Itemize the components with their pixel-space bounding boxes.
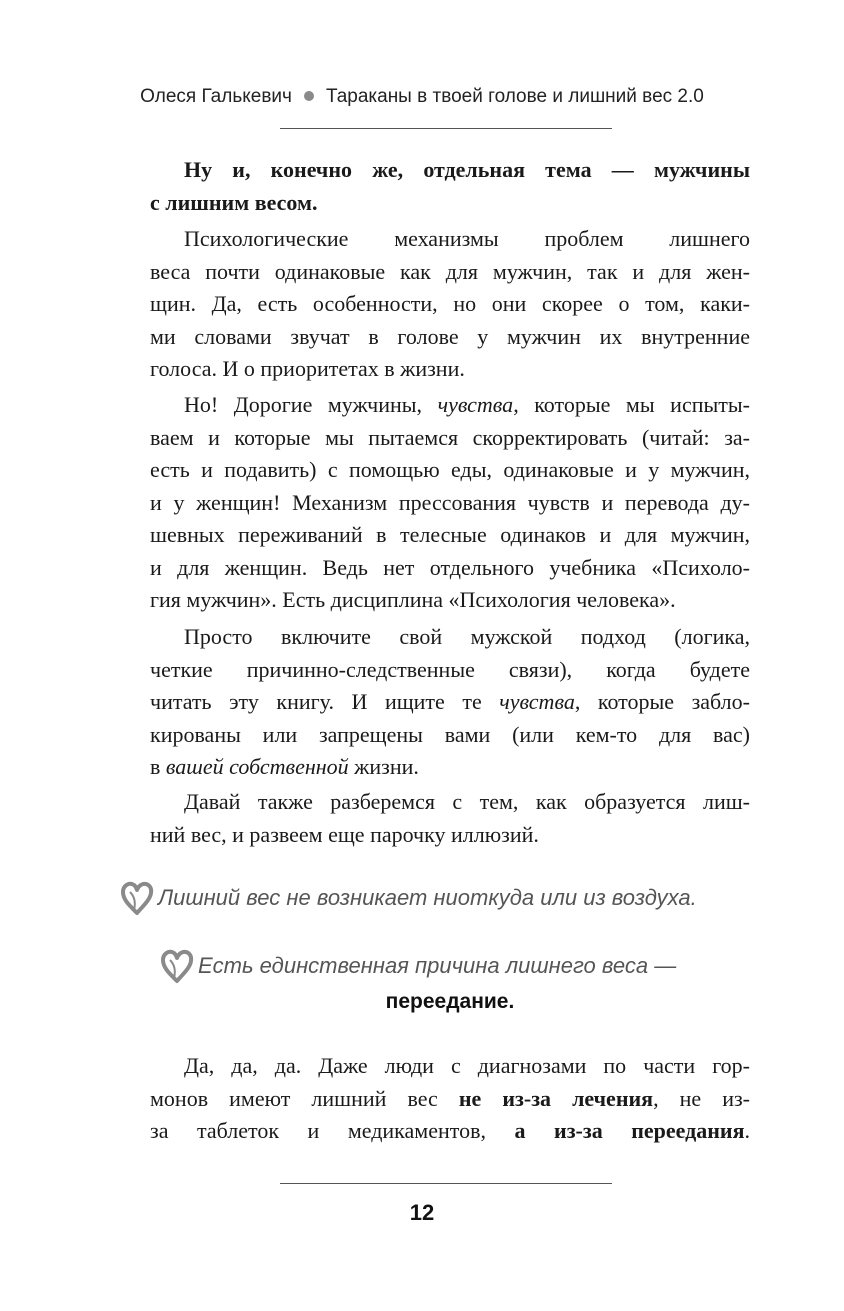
bold-phrase: а из-за переедания: [514, 1118, 745, 1143]
heart-icon: [160, 948, 194, 984]
pull-quote-emphasis: переедание.: [385, 990, 515, 1013]
text-line: за таблеток и медикаментов, а из-за переедания.: [150, 1118, 751, 1143]
text-line: и у женщин! Механизм прессования чувств и перевода ду-: [150, 489, 750, 515]
text-line: кированы или запрещены вами (или кем-то для вас): [150, 721, 750, 747]
emphasis: чувства: [499, 689, 575, 714]
text-line: Давай также разберемся с тем, как образуется лиш-: [184, 789, 750, 814]
text-line: есть и подавить) с помощью еды, одинаковые и у мужчин,: [150, 457, 750, 482]
text-line: Психологические механизмы проблем лишнего: [184, 226, 750, 251]
pull-quote: Лишний вес не возникает ниоткуда или из воздуха.: [158, 885, 697, 910]
text-line: в вашей собственной жизни.: [150, 754, 419, 779]
header-author: Олеся Галькевич: [140, 86, 292, 107]
emphasis: вашей собственной: [165, 754, 349, 779]
paragraph-illusions: [150, 786, 750, 851]
page-number: 12: [409, 1200, 435, 1225]
emphasis: чувства: [437, 392, 514, 417]
text-line: Да, да, да. Даже люди с диагнозами по части гор-: [184, 1053, 750, 1078]
paragraph-feelings: [150, 389, 750, 617]
bold-phrase: не из-за лечения: [458, 1085, 654, 1111]
text-line: шевных переживаний в телесные одинаков и для мужчин,: [150, 522, 750, 547]
text-line: и для женщин. Ведь нет отдельного учебника «Психоло-: [150, 554, 750, 580]
text-line: ми словами звучат в голове у мужчин их внутренние: [150, 323, 750, 349]
paragraph-men-topic: [150, 154, 750, 219]
paragraph-approach: [150, 621, 750, 784]
paragraph-overeating: [150, 1050, 750, 1148]
pull-quote: Есть единственная причина лишнего веса —: [198, 953, 677, 978]
text-line: Просто включите свой мужской подход (логика,: [184, 624, 750, 649]
text-line: Ну и, конечно же, отдельная тема — мужчины: [184, 157, 750, 182]
header-book-title: Тараканы в твоей голове и лишний вес 2.0: [325, 86, 704, 107]
paragraph-mechanisms: [150, 223, 750, 386]
text-line: четкие причинно-следственные связи), когда будете: [150, 656, 750, 682]
text-line: веса почти одинаковые как для мужчин, так и для жен-: [150, 258, 750, 284]
running-header: [0, 86, 844, 108]
text-line: монов имеют лишний вес не из-за лечения, не из-: [150, 1085, 751, 1111]
bullet-separator: [304, 91, 314, 101]
text-line: с лишним весом.: [150, 189, 318, 215]
text-line: Но! Дорогие мужчины, чувства, которые мы испыты-: [184, 392, 750, 417]
text-line: ваем и которые мы пытаемся скорректировать (читай: за-: [150, 424, 750, 450]
header-rule: [280, 128, 612, 129]
footer-rule: [280, 1183, 612, 1184]
text-line: гия мужчин». Есть дисциплина «Психология человека».: [150, 587, 676, 612]
text-line: щин. Да, есть особенности, но они скорее о том, каки-: [150, 291, 750, 316]
text-line: ний вес, и развеем еще парочку иллюзий.: [150, 821, 539, 847]
heart-icon: [120, 880, 154, 916]
text-line: читать эту книгу. И ищите те чувства, которые забло-: [150, 689, 750, 714]
text-line: голоса. И о приоритетах в жизни.: [150, 356, 465, 381]
